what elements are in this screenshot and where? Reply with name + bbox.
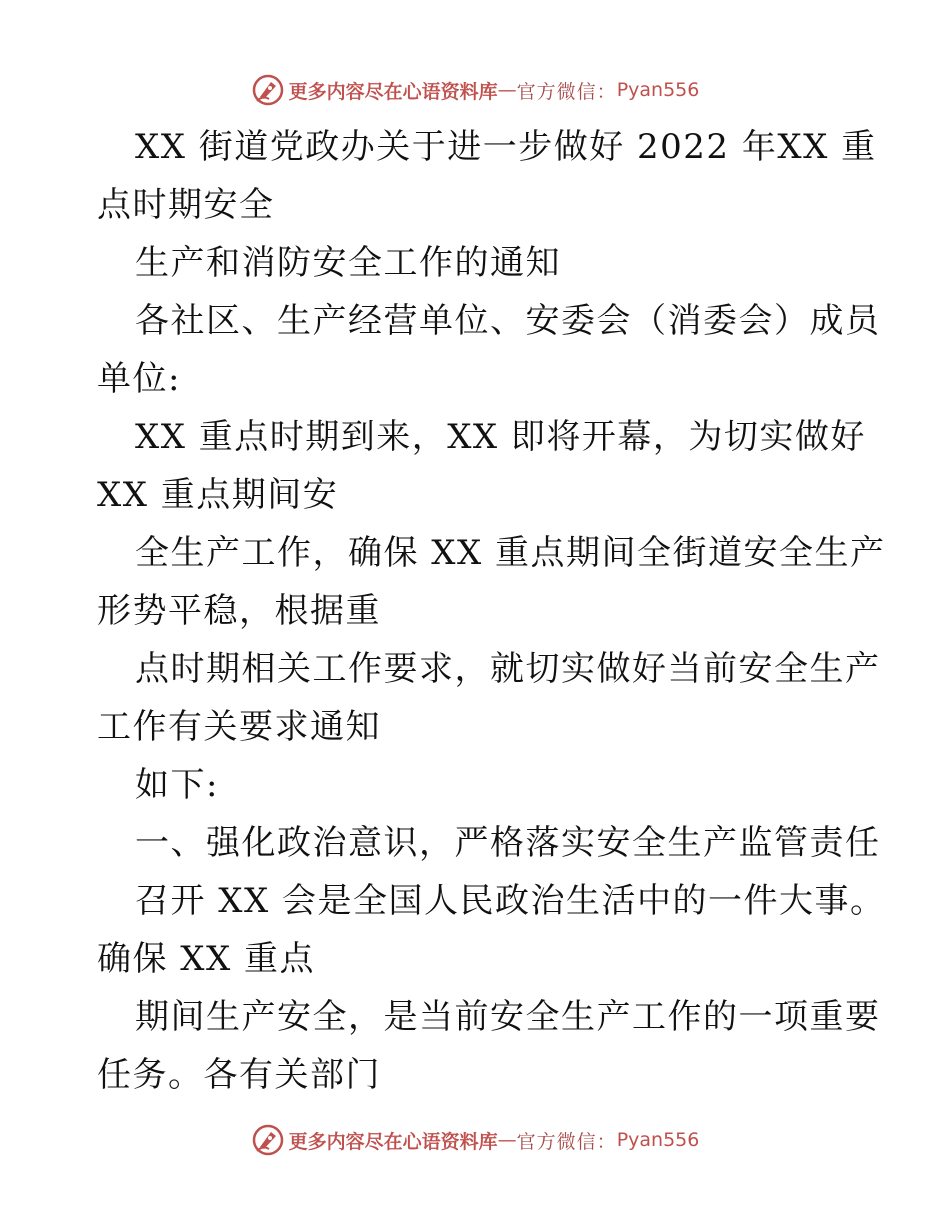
watermark-separator: — [497, 79, 517, 101]
watermark-label: 官方微信： [516, 1130, 617, 1153]
watermark-brand: 更多内容尽在心语资料库 [288, 1130, 498, 1153]
text-line: 生产和消防安全工作的通知 [135, 243, 561, 283]
text-line: 确保 XX 重点 [97, 939, 316, 979]
pen-nib-circle-icon [251, 73, 285, 107]
header-watermark [0, 70, 950, 110]
text-line: 点时期安全 [97, 185, 275, 225]
text-line: 工作有关要求通知 [97, 707, 381, 747]
text-line: 全生产工作，确保 XX 重点期间全街道安全生产 [135, 533, 886, 573]
text-line: 任务。各有关部门 [97, 1055, 381, 1095]
text-line: 期间生产安全，是当前安全生产工作的一项重要 [135, 997, 881, 1037]
text-line: 召开 XX 会是全国人民政治生活中的一件大事。 [135, 881, 886, 921]
footer-watermark [0, 1120, 950, 1160]
watermark-account: Pyan556 [616, 1129, 700, 1151]
document-body [97, 118, 886, 1104]
watermark-label: 官方微信： [516, 80, 617, 103]
text-line: 各社区、生产经营单位、安委会（消委会）成员 [135, 301, 881, 341]
text-line: XX 重点期间安 [97, 475, 339, 515]
watermark-brand: 更多内容尽在心语资料库 [288, 80, 498, 103]
text-line: XX 街道党政办关于进一步做好 2022 年XX 重 [135, 127, 877, 167]
watermark-account: Pyan556 [616, 79, 700, 101]
text-line: 如下: [135, 765, 219, 805]
text-line: 点时期相关工作要求，就切实做好当前安全生产 [135, 649, 881, 689]
section-heading: 一、强化政治意识，严格落实安全生产监管责任 [135, 823, 881, 863]
watermark-separator: — [497, 1129, 517, 1151]
text-line: XX 重点时期到来，XX 即将开幕，为切实做好 [135, 417, 866, 457]
text-line: 单位: [97, 359, 181, 399]
pen-nib-circle-icon [251, 1123, 285, 1157]
text-line: 形势平稳，根据重 [97, 591, 381, 631]
